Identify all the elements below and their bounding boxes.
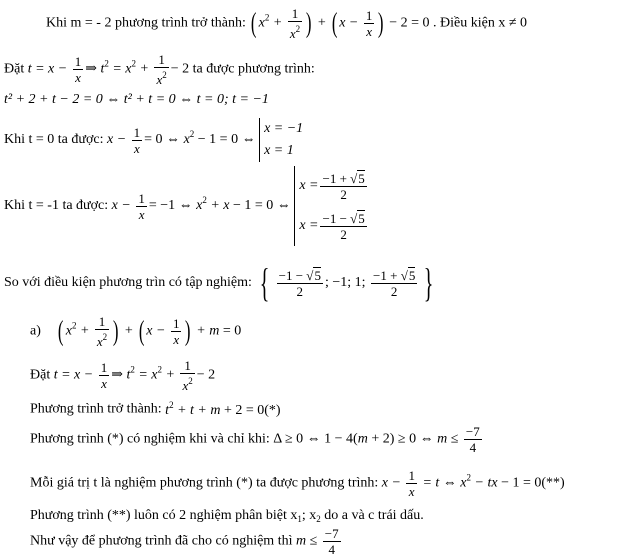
final-condition: m ≤ $\frac{-7}{4}$: [295, 526, 339, 557]
line-6: [4, 262, 439, 304]
substitution-2: t = x − $\frac{1}{x}$ ⇒ $t^2 = x^2$ + $\frac{1}{x^2}$ − 2: [53, 358, 216, 393]
line-2: [4, 52, 315, 87]
line-5: [4, 166, 369, 246]
line-1-condition: . Điều kiện x ≠ 0: [433, 15, 528, 31]
line-2-tail: ta được phương trình:: [192, 61, 315, 77]
line-11-text: Mỗi giá trị t là nghiệm phương trình (*) ta được phương trình:: [30, 475, 379, 491]
equation-star: $t^2 + t + m + 2 = 0(*)$: [165, 400, 281, 418]
line-11: [30, 468, 565, 499]
line-9: [30, 400, 281, 419]
line-1-text: Khi m = - 2 phương trình trở thành:: [46, 15, 246, 31]
equation-t-neg1: x − $\frac{1}{x}$ = −1 ⇔ $x^2 + x - 1 = 0$ ⇔ x = $\frac{-1 + √5}{2}$ x = $\frac{-1 - √5}{2}$: [112, 166, 369, 246]
line-13: [30, 526, 343, 557]
line-8: [30, 358, 215, 393]
line-12-tail: do a và c trái dấu.: [324, 508, 424, 523]
equation-double-star: x − $\frac{1}{x}$ = t ⇔ $x^2$ − tx − 1 = 0(**): [381, 468, 565, 499]
line-9-text: Phương trình trở thành:: [30, 401, 162, 417]
line-10: [30, 424, 484, 455]
line-8-text: Đặt: [30, 367, 51, 383]
roots-x1-x2: $x_1$; $x_2$: [290, 508, 321, 524]
equation-t0: x − $\frac{1}{x}$ = 0 ⇔ $x^2 - 1 = 0$ ⇔ x = −1 x = 1: [107, 118, 303, 162]
line-4-text: Khi t = 0 ta được:: [4, 132, 104, 148]
line-2-text: Đặt: [4, 61, 25, 77]
line-7: [30, 314, 241, 349]
equation-general: ( $x^2$ + $\frac{1}{x^2}$ ) + ( x − $\frac{1}{x}$ ) + m = 0: [58, 314, 242, 349]
substitution-1: t = x − $\frac{1}{x}$ ⇒ $t^2 = x^2$ + $\frac{1}{x^2}$ − 2: [27, 52, 190, 87]
line-12-text: Phương trình (**) luôn có 2 nghiệm phân biệt: [30, 508, 287, 523]
equation-1: ( $x^2$ + $\frac{1}{x^2}$ ) + ( x − $\frac{1}{x}$ ) − 2 = 0: [251, 6, 430, 41]
line-10-text: Phương trình (*) có nghiệm khi và chỉ khi:: [30, 431, 270, 447]
line-5-text: Khi t = -1 ta được:: [4, 198, 109, 214]
part-a-label: a): [30, 323, 41, 339]
line-1: [46, 6, 527, 41]
line-12: [30, 508, 424, 524]
discriminant-condition: Δ ≥ 0 ⇔ 1 − 4(m + 2) ≥ 0 ⇔ m ≤ $\frac{-7}{4}$: [273, 424, 480, 455]
solution-set: { $\frac{-1 - √5}{2}$ ; −1; 1; $\frac{-1 + √5}{2}$ }: [260, 260, 434, 305]
line-3: [4, 92, 269, 108]
equation-quadratic-t: t² + 2 + t − 2 = 0 ⇔ t² + t = 0 ⇔ t = 0; t = −1: [4, 92, 269, 107]
line-13-text: Như vậy để phương trình đã cho có nghiệm thì: [30, 533, 293, 549]
line-4: [4, 118, 303, 162]
line-6-text: So với điều kiện phương trìn có tập nghiệm:: [4, 275, 252, 291]
